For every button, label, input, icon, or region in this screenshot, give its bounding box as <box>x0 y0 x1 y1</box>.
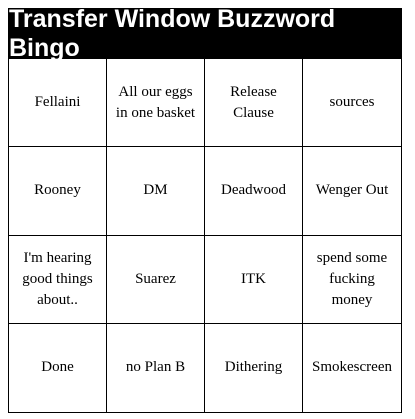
bingo-cell[interactable]: Suarez <box>107 236 205 324</box>
bingo-title: Transfer Window Buzzword Bingo <box>9 9 401 59</box>
bingo-cell[interactable]: Deadwood <box>205 147 303 235</box>
bingo-cell[interactable]: Smokescreen <box>312 359 392 376</box>
bingo-cell[interactable]: All our eggs in one basket <box>107 59 205 147</box>
bingo-cell[interactable]: I'm hearing good things about.. <box>9 236 107 324</box>
bingo-cell[interactable]: Dithering <box>205 324 303 412</box>
bingo-grid <box>9 59 401 412</box>
bingo-cell[interactable]: sources <box>303 59 401 147</box>
bingo-card <box>8 5 402 413</box>
bingo-cell[interactable]: Done <box>9 324 107 412</box>
bingo-cell[interactable]: Wenger Out <box>303 147 401 235</box>
bingo-cell[interactable]: Rooney <box>9 147 107 235</box>
bingo-cell[interactable]: no Plan B <box>107 324 205 412</box>
bingo-cell[interactable]: Release Clause <box>205 59 303 147</box>
bingo-cell[interactable]: Fellaini <box>9 59 107 147</box>
bingo-cell[interactable]: DM <box>107 147 205 235</box>
bingo-cell[interactable]: spend some fucking money <box>303 236 401 324</box>
bingo-cell[interactable]: ITK <box>205 236 303 324</box>
